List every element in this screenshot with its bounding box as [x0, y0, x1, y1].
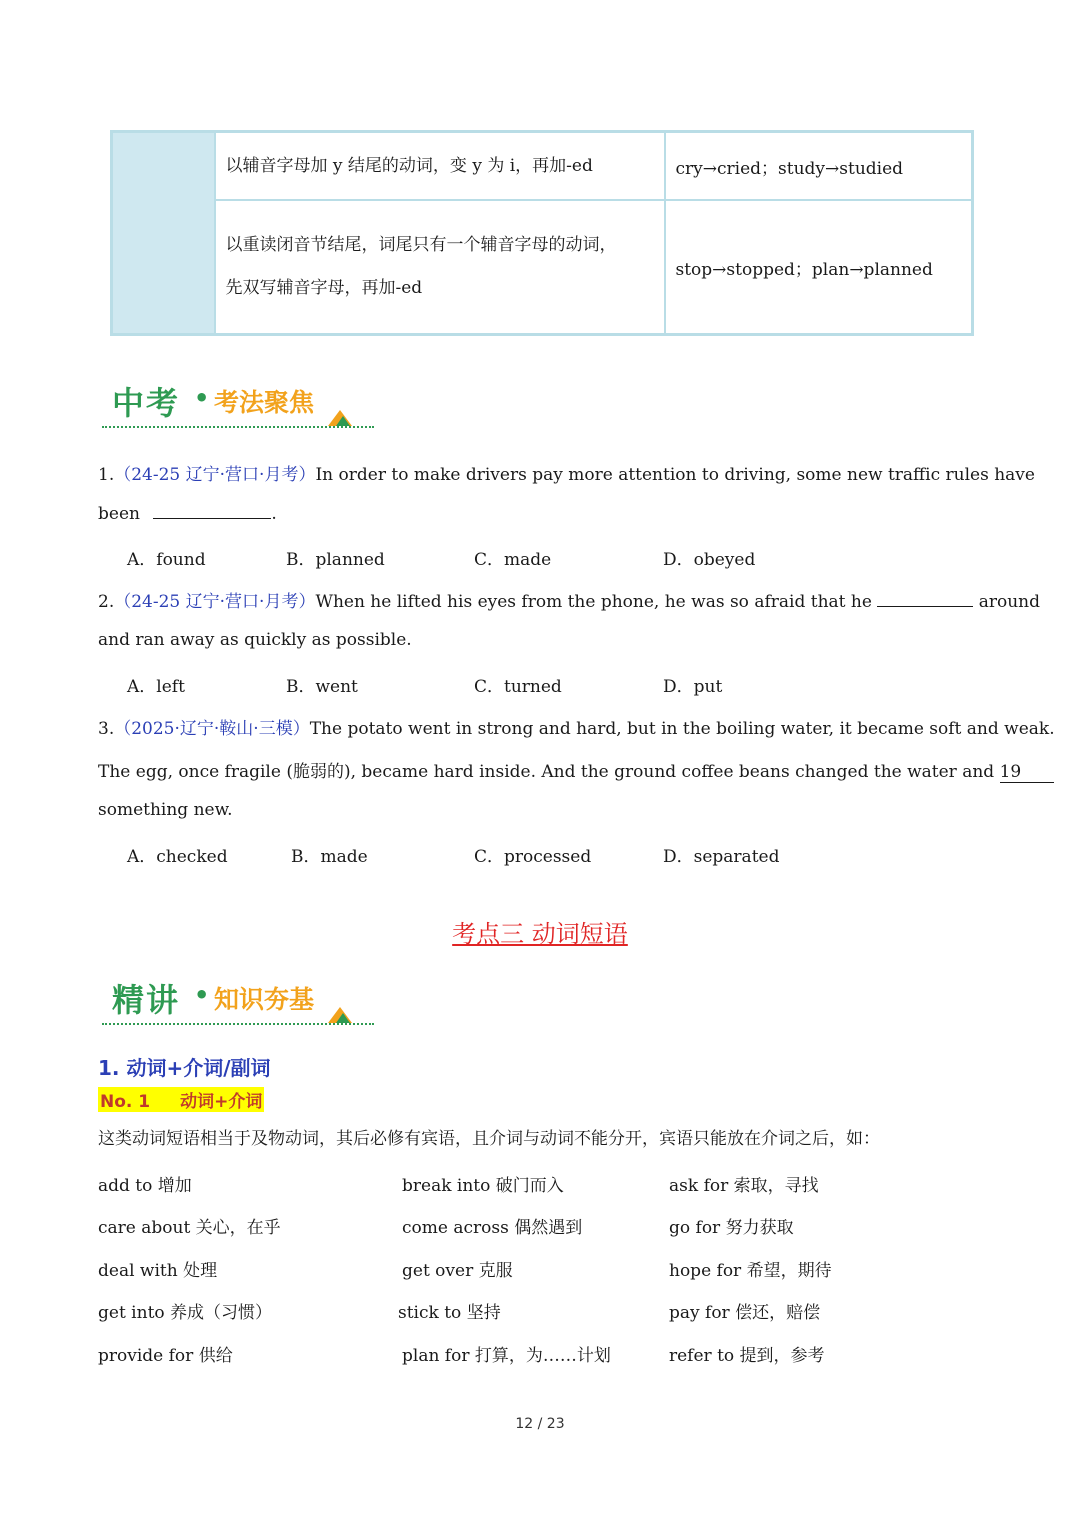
list-item: ask for 索取，寻找: [669, 1176, 819, 1196]
list-item: go for 努力获取: [669, 1218, 794, 1238]
option-d[interactable]: D．separated: [663, 847, 780, 867]
list-item: add to 增加: [98, 1176, 192, 1196]
option-d[interactable]: D．obeyed: [663, 550, 756, 570]
numbered-blank[interactable]: 19: [1000, 762, 1054, 783]
table-side-cell: [112, 132, 215, 335]
answer-blank[interactable]: [153, 503, 271, 519]
banner-title: 精讲: [112, 981, 181, 1019]
page-number: 12 / 23: [515, 1416, 565, 1432]
banner-subtitle: 知识夯基: [214, 985, 315, 1014]
question-source: （24-25 辽宁·营口·月考）: [114, 465, 316, 485]
list-item: care about 关心，在乎: [98, 1218, 281, 1238]
banner-dot: •: [194, 981, 210, 1009]
question-source: （2025·辽宁·鞍山·三模）: [114, 719, 310, 739]
mountain-icon: [328, 408, 352, 426]
option-d[interactable]: D．put: [663, 677, 723, 697]
rule-cell: 以辅音字母加 y 结尾的动词，变 y 为 i，再加-ed: [215, 132, 665, 201]
list-item: hope for 希望，期待: [669, 1261, 832, 1281]
banner-underline: [102, 1023, 374, 1025]
option-a[interactable]: A．checked: [127, 847, 228, 867]
section-title: 考点三 动词短语: [452, 920, 628, 948]
list-item: get over 克服: [402, 1261, 513, 1281]
banner-underline: [102, 426, 374, 428]
list-item: refer to 提到，参考: [669, 1346, 825, 1366]
list-item: plan for 打算，为……计划: [402, 1346, 611, 1366]
question-2-continuation: and ran away as quickly as possible.: [98, 630, 412, 650]
option-c[interactable]: C．processed: [474, 847, 592, 867]
question-source: （24-25 辽宁·营口·月考）: [114, 592, 316, 612]
rules-table: [110, 130, 974, 336]
subheading-no1: No. 1 动词+介词: [98, 1087, 264, 1112]
question-3-line-2: The egg, once fragile (脆弱的), became hard inside. And the ground coffee beans changed the water and 19: [98, 757, 982, 783]
banner-title: 中考: [112, 384, 181, 422]
option-a[interactable]: A．left: [127, 677, 185, 697]
list-item: get into 养成（习惯）: [98, 1303, 273, 1323]
list-item: deal with 处理: [98, 1261, 218, 1281]
question-3-line-3: something new.: [98, 800, 233, 820]
option-b[interactable]: B．made: [291, 847, 368, 867]
table-row: [112, 132, 973, 201]
question-1-continuation: been .: [98, 504, 277, 524]
list-item: provide for 供给: [98, 1346, 233, 1366]
option-b[interactable]: B．went: [286, 677, 358, 697]
banner-dot: •: [194, 384, 210, 412]
intro-text: 这类动词短语相当于及物动词，其后必修有宾语，且介词与动词不能分开，宾语只能放在介词之后，如：: [98, 1129, 880, 1149]
list-item: pay for 偿还，赔偿: [669, 1303, 821, 1323]
answer-blank[interactable]: [877, 591, 973, 607]
table-row: [112, 200, 973, 334]
list-item: stick to 坚持: [398, 1303, 501, 1323]
heading-verb-prep-adv: 1. 动词+介词/副词: [98, 1056, 271, 1080]
question-2: 2.（24-25 辽宁·营口·月考）When he lifted his eyes from the phone, he was so afraid that he around: [98, 592, 1040, 612]
list-item: come across 偶然遇到: [402, 1218, 583, 1238]
option-b[interactable]: B．planned: [286, 550, 385, 570]
exam-focus-banner: [102, 378, 374, 432]
list-item: break into 破门而入: [402, 1176, 564, 1196]
question-1: 1.（24-25 辽宁·营口·月考）In order to make drivers pay more attention to driving, some new traffic rules have: [98, 465, 1035, 485]
example-cell: cry→cried；study→studied: [665, 132, 973, 201]
rule-cell: 以重读闭音节结尾，词尾只有一个辅音字母的动词， 先双写辅音字母，再加-ed: [215, 200, 665, 334]
mountain-icon: [328, 1005, 352, 1023]
option-c[interactable]: C．turned: [474, 677, 562, 697]
option-a[interactable]: A．found: [127, 550, 206, 570]
banner-subtitle: 考法聚焦: [214, 388, 315, 417]
knowledge-banner: [102, 975, 374, 1029]
option-c[interactable]: C．made: [474, 550, 552, 570]
question-3: 3.（2025·辽宁·鞍山·三模）The potato went in strong and hard, but in the boiling water, it became soft and weak.: [98, 719, 1055, 739]
example-cell: stop→stopped；plan→planned: [665, 200, 973, 334]
